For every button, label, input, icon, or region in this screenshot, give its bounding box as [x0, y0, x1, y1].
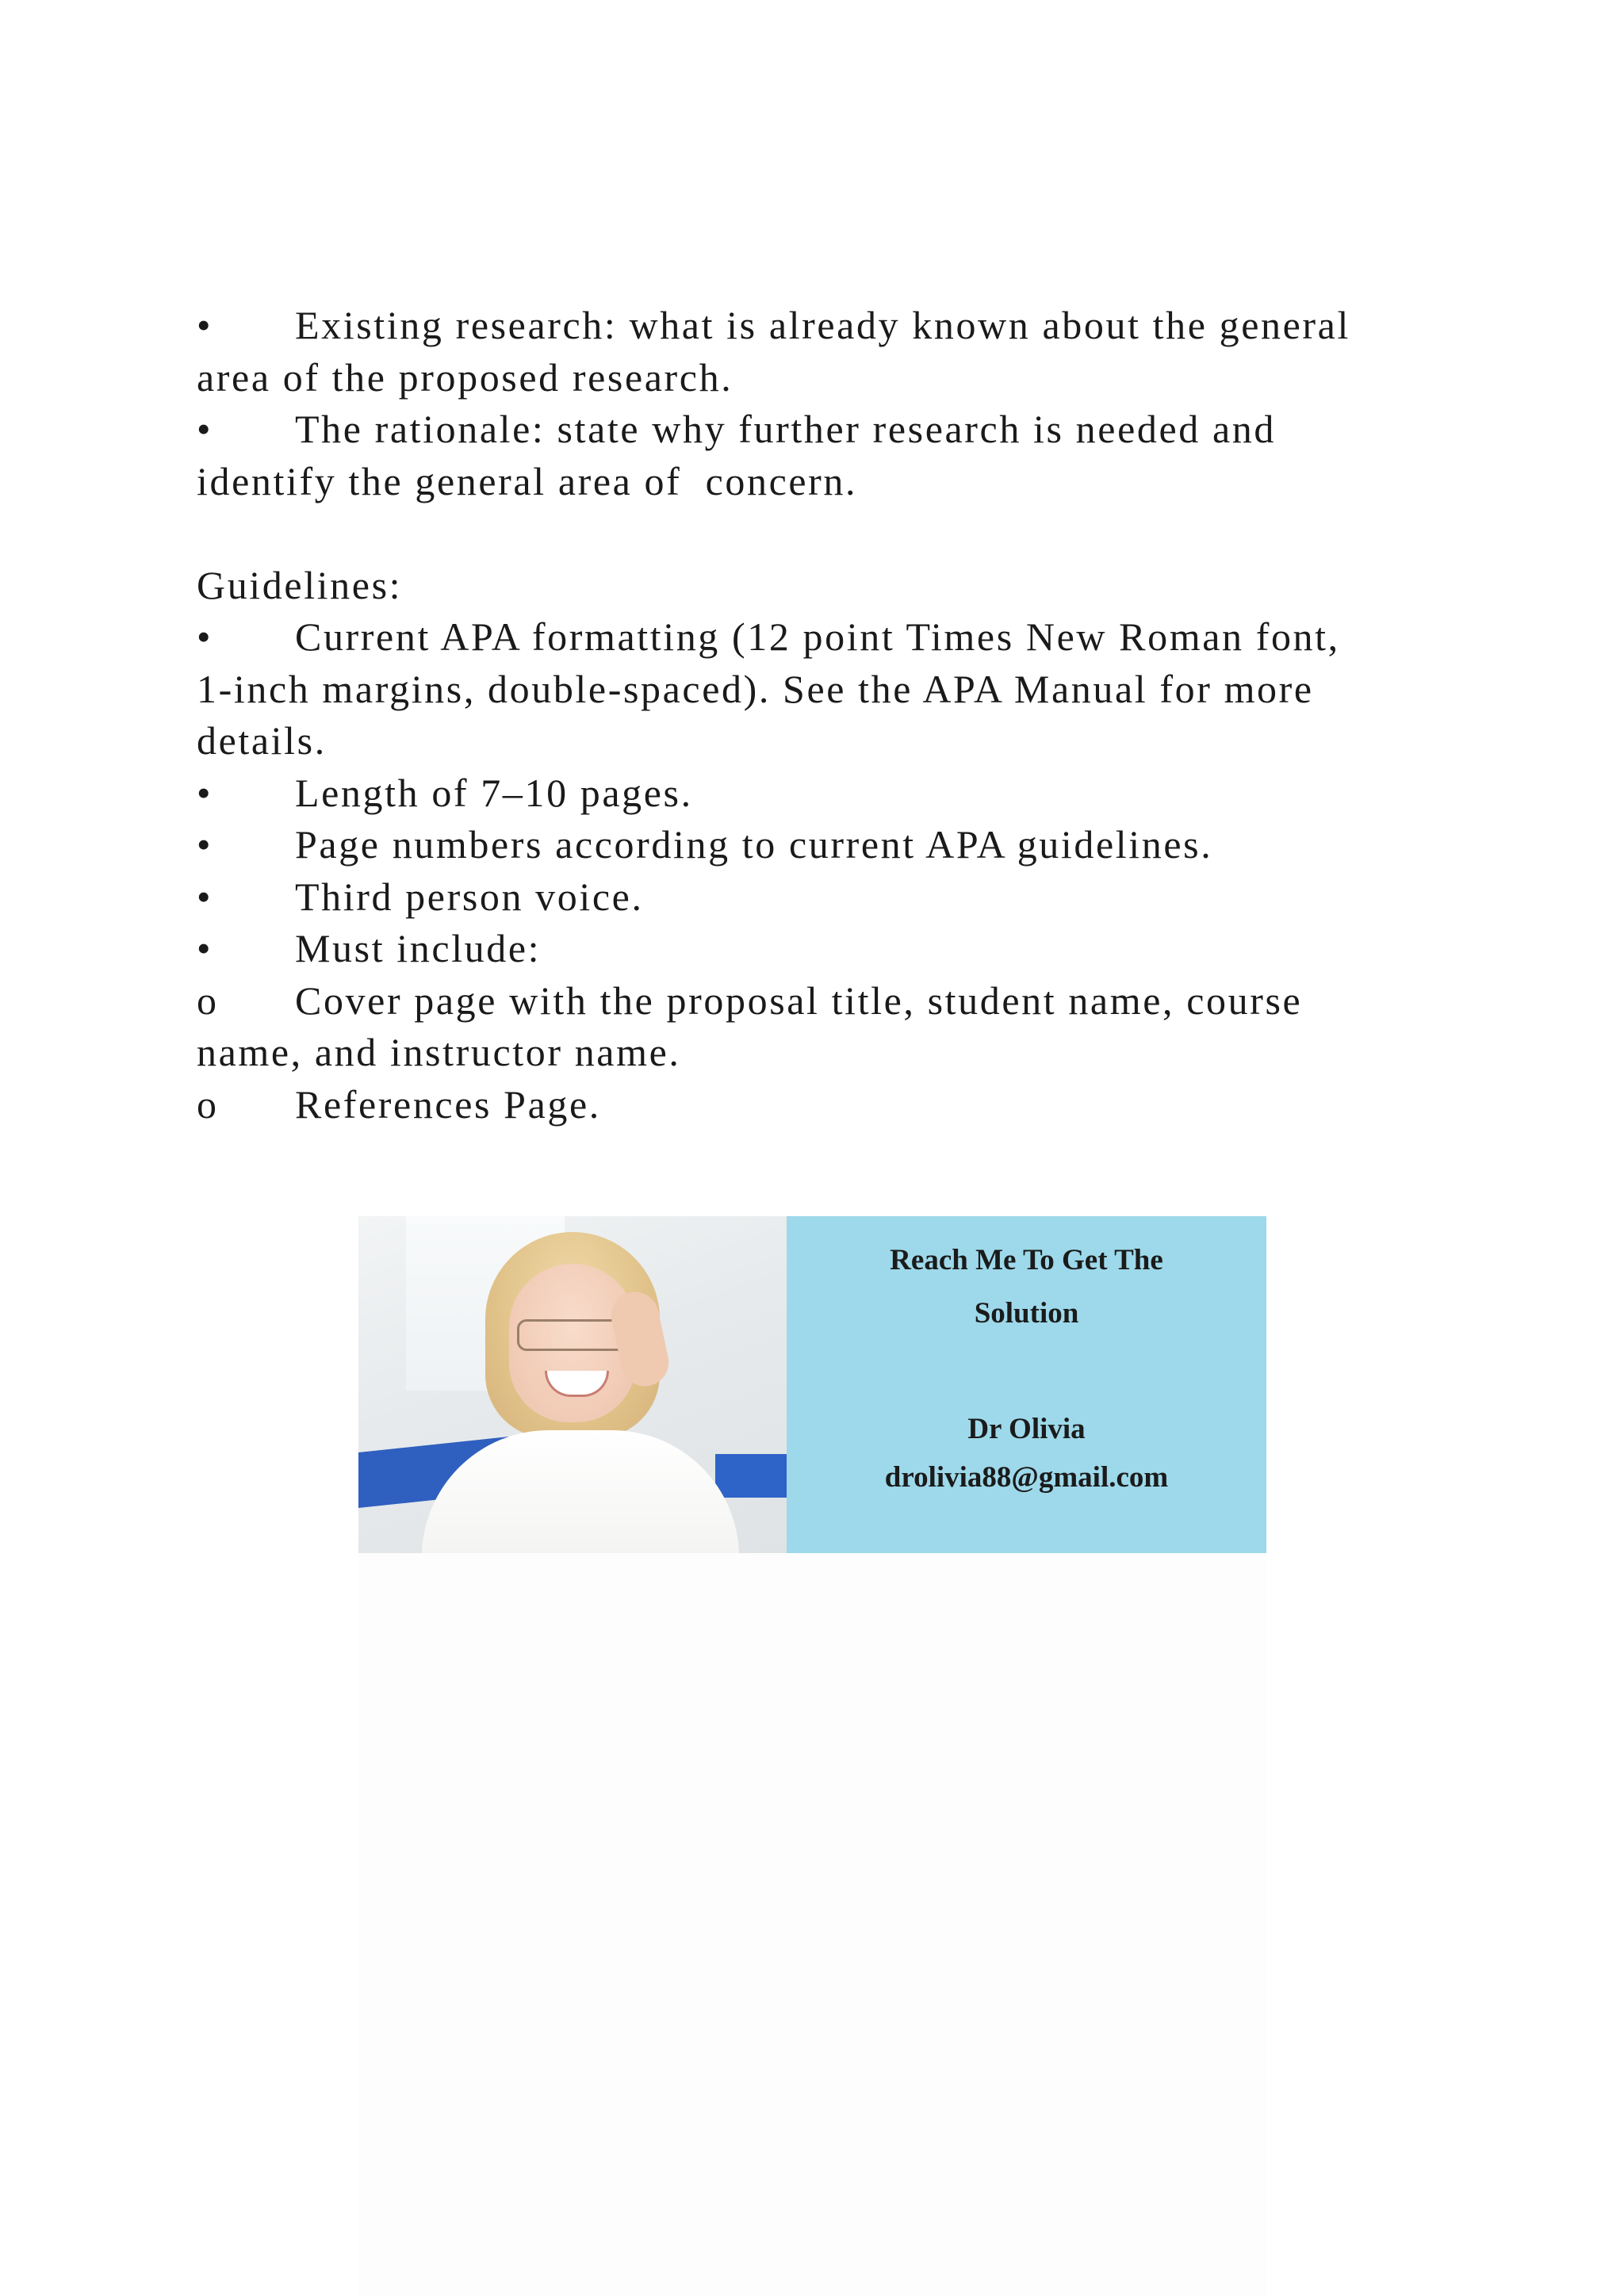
- line-text: details.: [197, 718, 327, 763]
- bullet-line: [197, 1079, 1434, 1131]
- sub-bullet-marker: o: [197, 978, 219, 1023]
- sub-bullet-marker: o: [197, 1081, 219, 1127]
- bullet-line: [197, 871, 1434, 924]
- line-text: Page numbers according to current APA guidelines.: [295, 822, 1213, 867]
- line-text: identify the general area of concern.: [197, 458, 858, 503]
- text-line: [197, 456, 1434, 508]
- line-text: 1-inch margins, double-spaced). See the APA Manual for more: [197, 666, 1314, 711]
- bullet-line: [197, 975, 1434, 1027]
- text-line: [197, 715, 1434, 767]
- line-text: Length of 7–10 pages.: [295, 770, 693, 815]
- contact-banner: [358, 1216, 1266, 1553]
- bullet-line: [197, 404, 1434, 456]
- bullet-line: [197, 923, 1434, 975]
- contact-info-panel: [787, 1216, 1266, 1553]
- line-text: Current APA formatting (12 point Times New Roman font,: [295, 614, 1340, 659]
- bullet-marker: •: [197, 770, 213, 815]
- line-text: Must include:: [295, 926, 542, 970]
- line-text: area of the proposed research.: [197, 354, 733, 400]
- woman-photo: [358, 1216, 787, 1553]
- text-line: [197, 352, 1434, 404]
- text-line: [197, 1027, 1434, 1079]
- banner-heading-line1: Reach Me To Get The: [890, 1244, 1163, 1276]
- bullet-marker: •: [197, 822, 213, 867]
- bullet-marker: •: [197, 874, 213, 919]
- blank-line: [197, 507, 1434, 560]
- bullet-marker: •: [197, 407, 213, 451]
- contact-email[interactable]: drolivia88@gmail.com: [884, 1461, 1169, 1494]
- contact-name: Dr Olivia: [967, 1413, 1086, 1445]
- line-text: name, and instructor name.: [197, 1030, 681, 1074]
- line-text: Guidelines:: [197, 562, 403, 607]
- line-text: The rationale: state why further research is needed and: [295, 407, 1276, 451]
- document-body: [197, 300, 1434, 1131]
- text-line: [197, 664, 1434, 716]
- bullet-marker: •: [197, 614, 213, 659]
- line-text: References Page.: [295, 1081, 601, 1127]
- bullet-line: [197, 611, 1434, 664]
- faint-image-area: [358, 1553, 1266, 2296]
- bullet-marker: •: [197, 926, 213, 970]
- line-text: Third person voice.: [295, 874, 644, 919]
- text-line: [197, 560, 1434, 612]
- bullet-marker: •: [197, 303, 213, 347]
- line-text: Cover page with the proposal title, student name, course: [295, 978, 1303, 1023]
- bullet-line: [197, 819, 1434, 871]
- bullet-line: [197, 767, 1434, 820]
- banner-heading-line2: Solution: [974, 1297, 1079, 1330]
- line-text: Existing research: what is already known about the general: [295, 303, 1350, 347]
- bullet-line: [197, 300, 1434, 352]
